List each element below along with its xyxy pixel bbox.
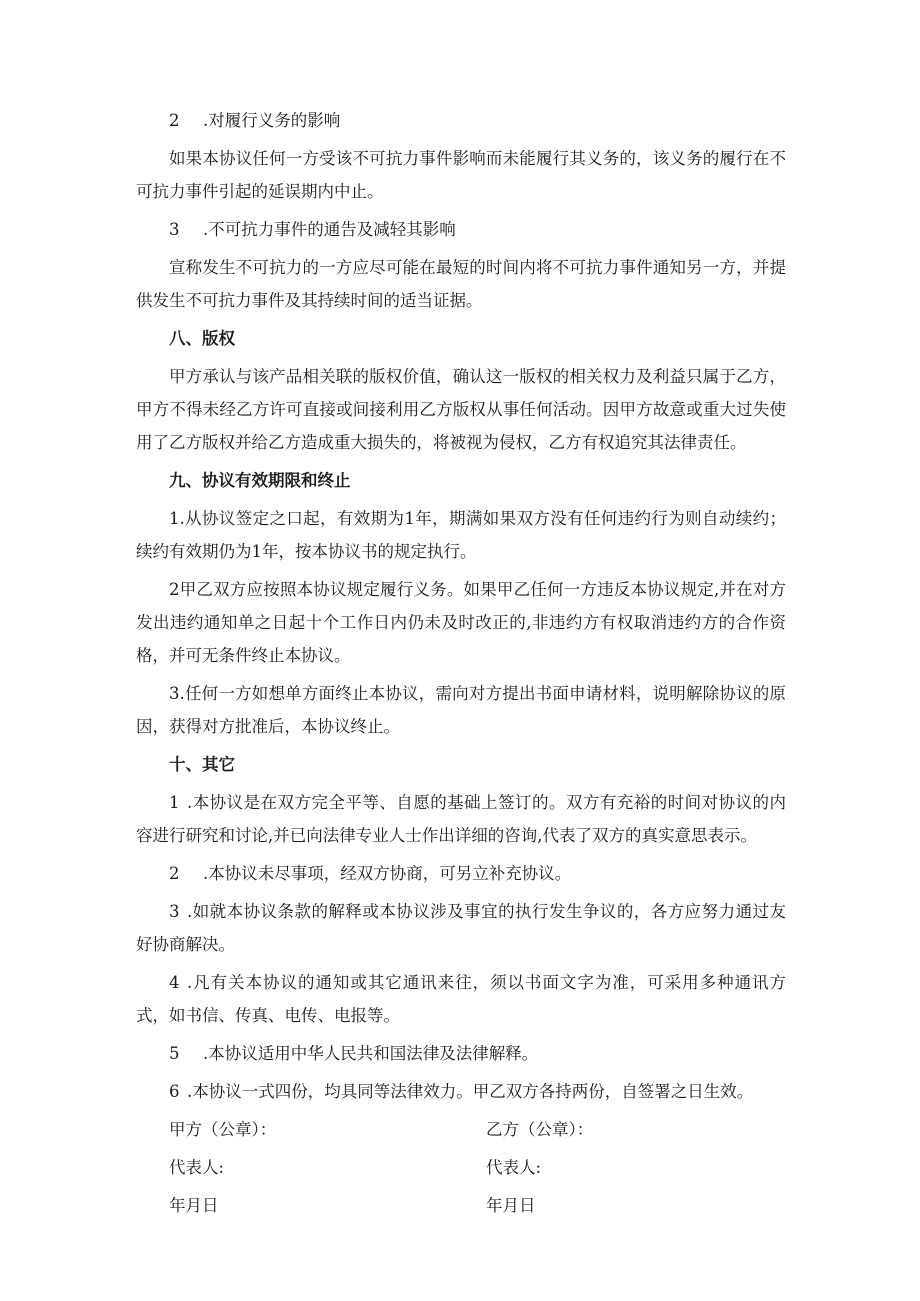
section-9-item-1: 1.从协议签定之口起，有效期为1年，期满如果双方没有任何违约行为则自动续约；续约有效期仍为1年，按本协议书的规定执行。	[136, 509, 786, 561]
signature-representative-row	[136, 1151, 786, 1184]
section-10-item-2	[136, 857, 786, 890]
section-8-heading: 八、版权	[169, 329, 235, 348]
item-number: 1	[169, 793, 180, 812]
clause-number: 3	[169, 220, 180, 239]
item-text: .凡有关本协议的通知或其它通讯来往，须以书面文字为准，可采用多种通讯方式，如书信、传真、电传、电报等。	[136, 973, 786, 1025]
section-10-item-1	[136, 786, 786, 852]
clause-7-3-title	[136, 213, 786, 246]
signature-seal-row	[136, 1113, 786, 1146]
section-10-item-6	[136, 1075, 786, 1108]
item-text: .本协议适用中华人民共和国法律及法律解释。	[203, 1044, 539, 1063]
item-text: .如就本协议条款的解释或本协议涉及事宜的执行发生争议的，各方应努力通过友好协商解决。	[136, 902, 786, 954]
section-9-item-2: 2甲乙双方应按照本协议规定履行义务。如果甲乙任何一方违反本协议规定,并在对方发出违约通知单之日起十个工作日内仍未及时改正的,非违约方有权取消违约方的合作资格，并可无条件终止本协议。	[136, 580, 786, 665]
party-b-representative-label: 代表人:	[486, 1158, 542, 1177]
party-b-date-label: 年月日	[486, 1196, 536, 1215]
document-page	[136, 104, 786, 1227]
clause-number: 2	[169, 111, 180, 130]
item-number: 4	[169, 973, 180, 992]
item-text: .本协议未尽事项，经双方协商，可另立补充协议。	[203, 864, 572, 883]
item-number: 6	[169, 1082, 180, 1101]
item-text: .本协议是在双方完全平等、自愿的基础上签订的。双方有充裕的时间对协议的内容进行研究和讨论,并已向法律专业人士作出详细的咨询,代表了双方的真实意思表示。	[136, 793, 786, 845]
item-number: 3	[169, 902, 180, 921]
clause-title: .不可抗力事件的通告及减轻其影响	[203, 220, 456, 239]
item-number: 2	[169, 864, 180, 883]
clause-7-2-body: 如果本协议任何一方受该不可抗力事件影响而未能履行其义务的，该义务的履行在不可抗力事件引起的延误期内中止。	[136, 149, 786, 201]
party-a-date-label: 年月日	[169, 1196, 219, 1215]
clause-7-2-title	[136, 104, 786, 137]
section-10-item-3	[136, 895, 786, 961]
section-10-item-5	[136, 1037, 786, 1070]
section-9-item-3: 3.任何一方如想单方面终止本协议，需向对方提出书面申请材料，说明解除协议的原因，获得对方批准后，本协议终止。	[136, 684, 786, 736]
party-a-seal-label: 甲方（公章）：	[169, 1120, 277, 1139]
item-number: 5	[169, 1044, 180, 1063]
section-9-heading: 九、协议有效期限和终止	[169, 471, 351, 490]
clause-title: .对履行义务的影响	[203, 111, 341, 130]
party-a-representative-label: 代表人:	[169, 1158, 225, 1177]
item-text: .本协议一式四份，均具同等法律效力。甲乙双方各持两份，自签署之日生效。	[187, 1082, 754, 1101]
party-b-seal-label: 乙方（公章）：	[486, 1120, 594, 1139]
section-10-item-4	[136, 966, 786, 1032]
signature-date-row	[136, 1189, 786, 1222]
section-10-heading: 十、其它	[169, 755, 235, 774]
section-8-body: 甲方承认与该产品相关联的版权价值，确认这一版权的相关权力及利益只属于乙方，甲方不得未经乙方许可直接或间接利用乙方版权从事任何活动。因甲方故意或重大过失使用了乙方版权并给乙方造成重大损失的，将被视为侵权，乙方有权追究其法律责任。	[136, 367, 786, 452]
clause-7-3-body: 宣称发生不可抗力的一方应尽可能在最短的时间内将不可抗力事件通知另一方，并提供发生不可抗力事件及其持续时间的适当证据。	[136, 258, 786, 310]
